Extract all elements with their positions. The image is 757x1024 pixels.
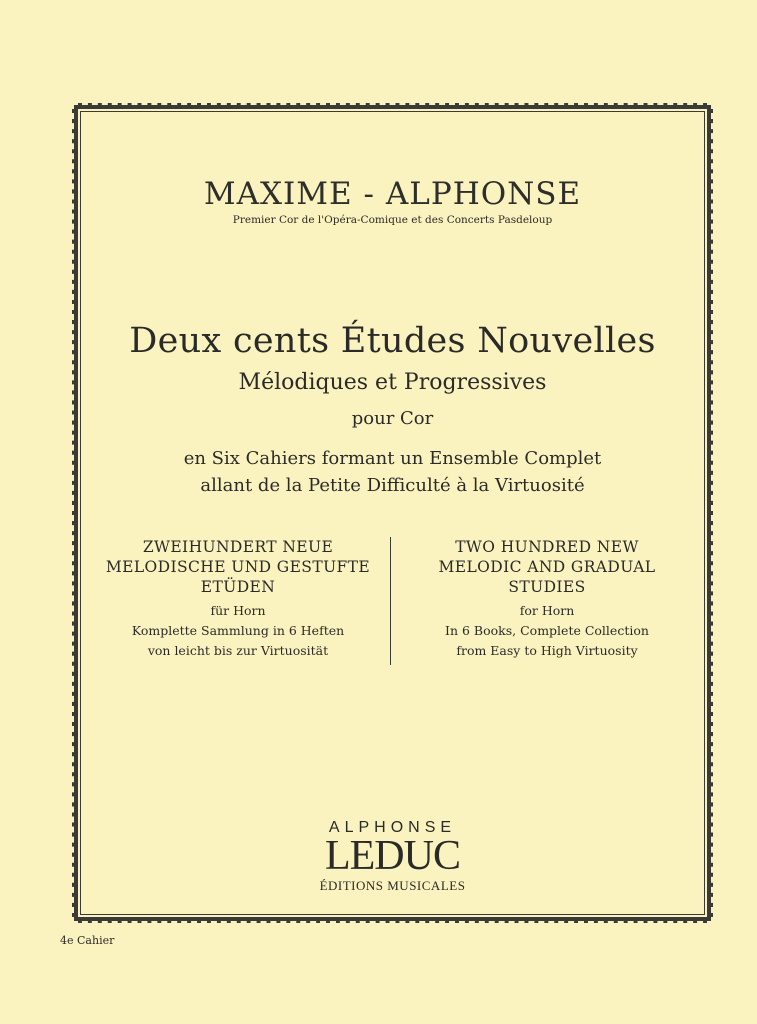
cover-content: [72, 103, 713, 923]
publisher-logo: LEDUC: [325, 833, 460, 879]
publisher-top: ALPHONSE: [328, 819, 457, 836]
volume-label: 4e Cahier: [60, 934, 115, 947]
german-heading-1: ZWEIHUNDERT NEUE: [142, 538, 334, 556]
english-line-1: for Horn: [519, 603, 575, 618]
german-line-1: für Horn: [210, 603, 266, 618]
english-heading-1: TWO HUNDRED NEW: [455, 538, 639, 556]
english-line-2: In 6 Books, Complete Collection: [445, 623, 649, 638]
german-heading-3: ETÜDEN: [200, 578, 276, 596]
german-line-2: Komplette Sammlung in 6 Heften: [131, 623, 345, 638]
german-heading-2: MELODISCHE UND GESTUFTE: [105, 558, 371, 576]
english-line-3: from Easy to High Virtuosity: [456, 643, 638, 658]
composer-name: MAXIME - ALPHONSE: [203, 176, 582, 212]
english-heading-3: STUDIES: [508, 578, 586, 596]
instrument-line: pour Cor: [351, 408, 434, 429]
publisher-bottom: ÉDITIONS MUSICALES: [319, 878, 466, 893]
description-line-1: en Six Cahiers formant un Ensemble Complet: [183, 448, 602, 469]
description-line-2: allant de la Petite Difficulté à la Virtuosité: [200, 475, 585, 496]
composer-subtitle: Premier Cor de l'Opéra-Comique et des Concerts Pasdeloup: [232, 214, 553, 226]
german-column: [88, 537, 388, 661]
main-title: Deux cents Études Nouvelles: [129, 321, 656, 361]
english-column: [397, 537, 697, 661]
column-divider: [390, 537, 391, 665]
title-subtitle: Mélodiques et Progressives: [238, 370, 547, 395]
german-line-3: von leicht bis zur Virtuosität: [147, 643, 329, 658]
english-heading-2: MELODIC AND GRADUAL: [438, 558, 656, 576]
